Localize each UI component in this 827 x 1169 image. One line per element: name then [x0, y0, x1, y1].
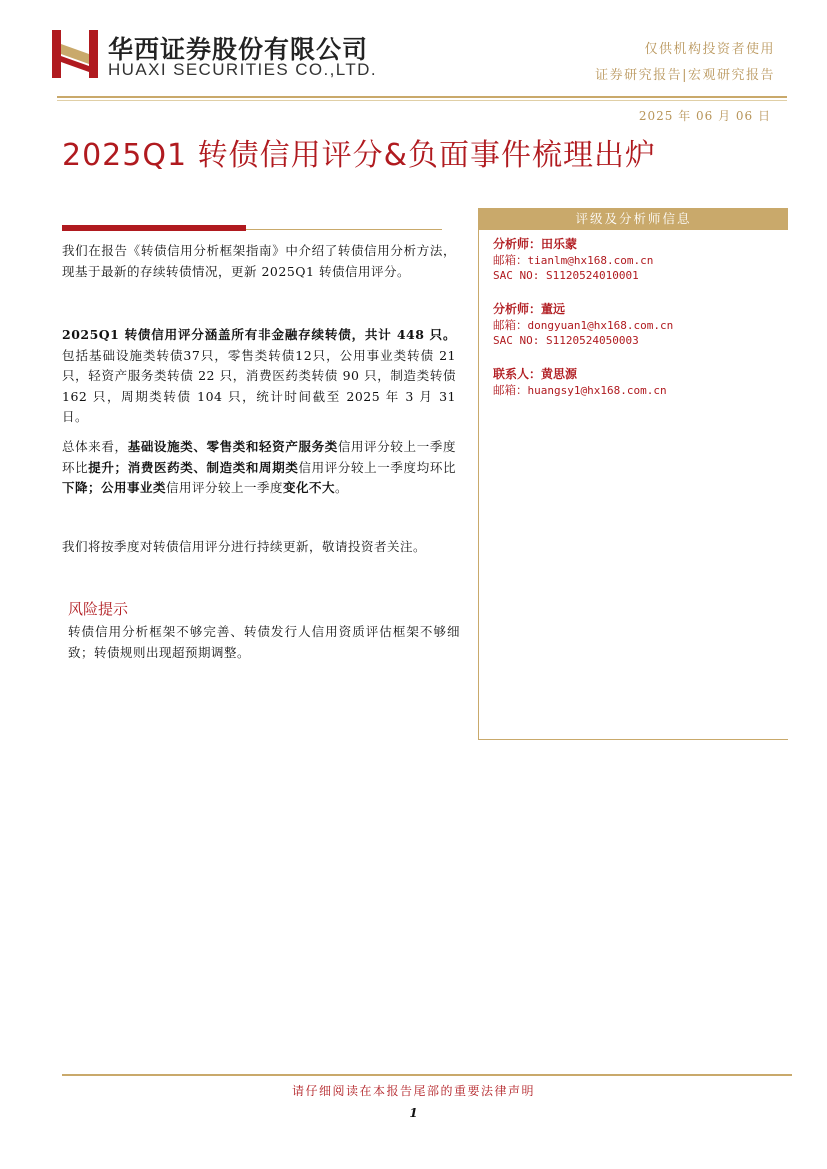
analyst-box-header: 评级及分析师信息 — [479, 208, 788, 230]
audience-note: 仅供机构投资者使用 — [644, 42, 775, 57]
summary-paragraph-2 — [62, 325, 456, 428]
report-date: 2025 年 06 月 06 日 — [638, 109, 771, 123]
contact-email — [493, 382, 667, 398]
text-segment: 信用评分较上一季度环比 — [62, 439, 456, 475]
footer-divider — [62, 1074, 792, 1076]
header-divider-thin — [57, 100, 787, 101]
risk-body: 转债信用分析框架不够完善、转债发行人信用资质评估框架不够细致；转债规则出现超预期调整。 — [68, 624, 460, 660]
analyst-2-name: 分析师：董远 — [493, 302, 566, 316]
company-name-cn: 华西证券股份有限公司 — [108, 35, 369, 64]
text-segment: 信用评分较上一季度 — [166, 480, 284, 495]
email-link[interactable]: tianlm@hx168.com.cn — [527, 254, 654, 267]
summary-paragraph-3 — [62, 437, 456, 499]
risk-title: 风险提示 — [68, 600, 129, 618]
page-number: 1 — [409, 1106, 418, 1120]
section-accent-line — [246, 229, 442, 230]
analyst-1-email — [493, 252, 653, 268]
text-segment: 总体来看， — [62, 439, 128, 454]
email-label: 邮箱： — [493, 383, 528, 397]
legal-notice: 请仔细阅读在本报告尾部的重要法律声明 — [291, 1084, 535, 1098]
company-name-en: HUAXI SECURITIES CO.,LTD. — [108, 60, 377, 79]
report-title: 2025Q1 转债信用评分&负面事件梳理出炉 — [62, 138, 656, 173]
bold-segment: 提升；消费医药类、制造类和周期类 — [88, 459, 299, 475]
analyst-2-email — [493, 317, 673, 333]
summary-paragraph-1: 我们在报告《转债信用分析框架指南》中介绍了转债信用分析方法，现基于最新的存续转债情况，更新 2025Q1 转债信用评分。 — [62, 243, 456, 279]
sac-number: SAC NO: S1120524010001 — [493, 269, 639, 282]
sac-number: SAC NO: S1120524050003 — [493, 334, 639, 347]
email-label: 邮箱： — [493, 253, 528, 267]
bold-segment: 变化不大 — [283, 480, 336, 495]
bold-segment: 下降；公用事业类 — [62, 480, 167, 495]
email-link[interactable]: dongyuan1@hx168.com.cn — [527, 319, 674, 332]
analyst-info-box — [478, 208, 788, 740]
analyst-1-sac — [493, 268, 639, 282]
coverage-detail: 包括基础设施类转债37只，零售类转债12只，公用事业类转债 21 只，轻资产服务类转债 22 只，消费医药类转债 90 只，制造类转债 162 只，周期类转债 104 只，统计时间截至 2025 年 3 月 31 日。 — [62, 347, 456, 424]
analyst-1-name: 分析师：田乐蒙 — [493, 237, 578, 251]
analyst-2-sac — [493, 333, 639, 347]
text-segment: 信用评分较上一季度均环比 — [298, 459, 456, 475]
huaxi-logo-icon — [52, 30, 98, 78]
contact-name: 联系人：黄思源 — [493, 367, 578, 381]
bold-segment: 基础设施类、零售类和轻资产服务类 — [127, 439, 338, 454]
section-accent-bar — [62, 225, 246, 231]
text-segment: 。 — [335, 480, 349, 495]
summary-paragraph-4: 我们将按季度对转债信用评分进行持续更新，敬请投资者关注。 — [62, 539, 427, 554]
report-category: 证券研究报告|宏观研究报告 — [595, 68, 775, 83]
header-divider — [57, 96, 787, 98]
email-link[interactable]: huangsy1@hx168.com.cn — [527, 384, 667, 397]
email-label: 邮箱： — [493, 318, 528, 332]
coverage-highlight: 2025Q1 转债信用评分涵盖所有非金融存续转债，共计 448 只。 — [62, 327, 456, 342]
